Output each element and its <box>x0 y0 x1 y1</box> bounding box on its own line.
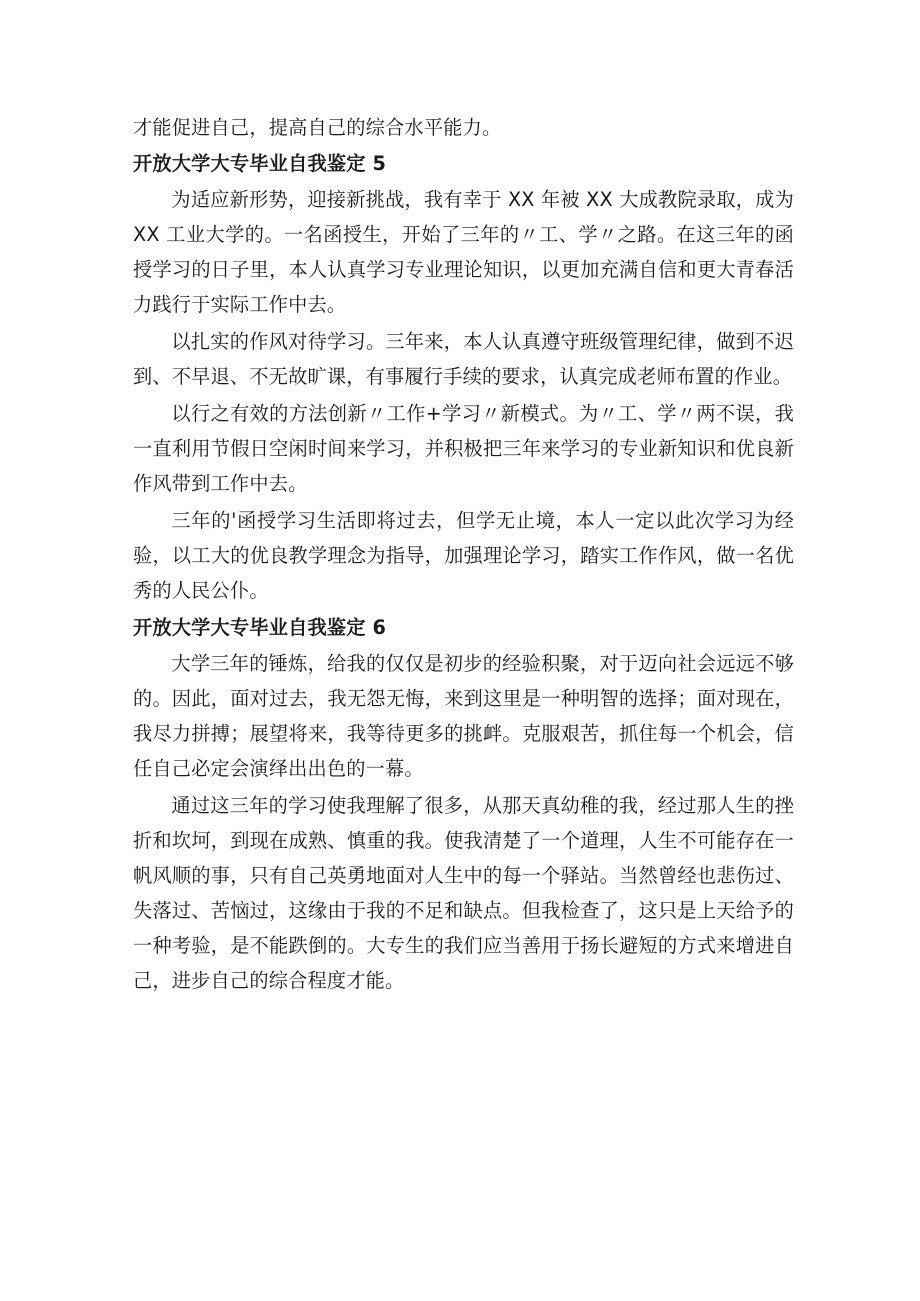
section-5-paragraph-4: 三年的'函授学习生活即将过去，但学无止境，本人一定以此次学习为经验，以工大的优良教学理念为指导，加强理论学习，踏实工作作风，做一名优秀的人民公仆。 <box>133 509 794 602</box>
section-5-paragraph-3: 以行之有效的方法创新〃工作+学习〃新模式。为〃工、学〃两不误，我一直利用节假日空闲时间来学习，并积极把三年来学习的专业新知识和优良新作风带到工作中去。 <box>133 402 794 495</box>
section-heading-6: 开放大学大专毕业自我鉴定 6 <box>133 616 387 639</box>
continuation-paragraph: 才能促进自己，提高自己的综合水平能力。 <box>133 116 502 139</box>
document-body <box>133 110 794 1000</box>
section-5-paragraph-1: 为适应新形势，迎接新挑战，我有幸于 XX 年被 XX 大成教院录取，成为 XX 工业大学的。一名函授生，开始了三年的〃工、学〃之路。在这三年的函授学习的日子里，本人认真学习专业理论知识，以更加充满自信和更大青春活力践行于实际工作中去。 <box>133 188 794 316</box>
section-6-paragraph-1: 大学三年的锤炼，给我的仅仅是初步的经验积聚，对于迈向社会远远不够的。因此，面对过去，我无怨无悔，来到这里是一种明智的选择；面对现在，我尽力拼搏；展望将来，我等待更多的挑衅。克服艰苦，抓住每一个机会，信任自己必定会演绎出出色的一幕。 <box>133 652 794 780</box>
section-5-paragraph-2: 以扎实的作风对待学习。三年来，本人认真遵守班级管理纪律，做到不迟到、不早退、不无故旷课，有事履行手续的要求，认真完成老师布置的作业。 <box>133 330 794 388</box>
section-heading-5: 开放大学大专毕业自我鉴定 5 <box>133 152 387 175</box>
section-6-paragraph-2: 通过这三年的学习使我理解了很多，从那天真幼稚的我，经过那人生的挫折和坎坷，到现在成熟、慎重的我。使我清楚了一个道理，人生不可能存在一帆风顺的事，只有自己英勇地面对人生中的每一个驿站。当然曾经也悲伤过、失落过、苦恼过，这缘由于我的不足和缺点。但我检查了，这只是上天给予的一种考验，是不能跌倒的。大专生的我们应当善用于扬长避短的方式来增进自己，进步自己的综合程度才能。 <box>133 794 794 992</box>
